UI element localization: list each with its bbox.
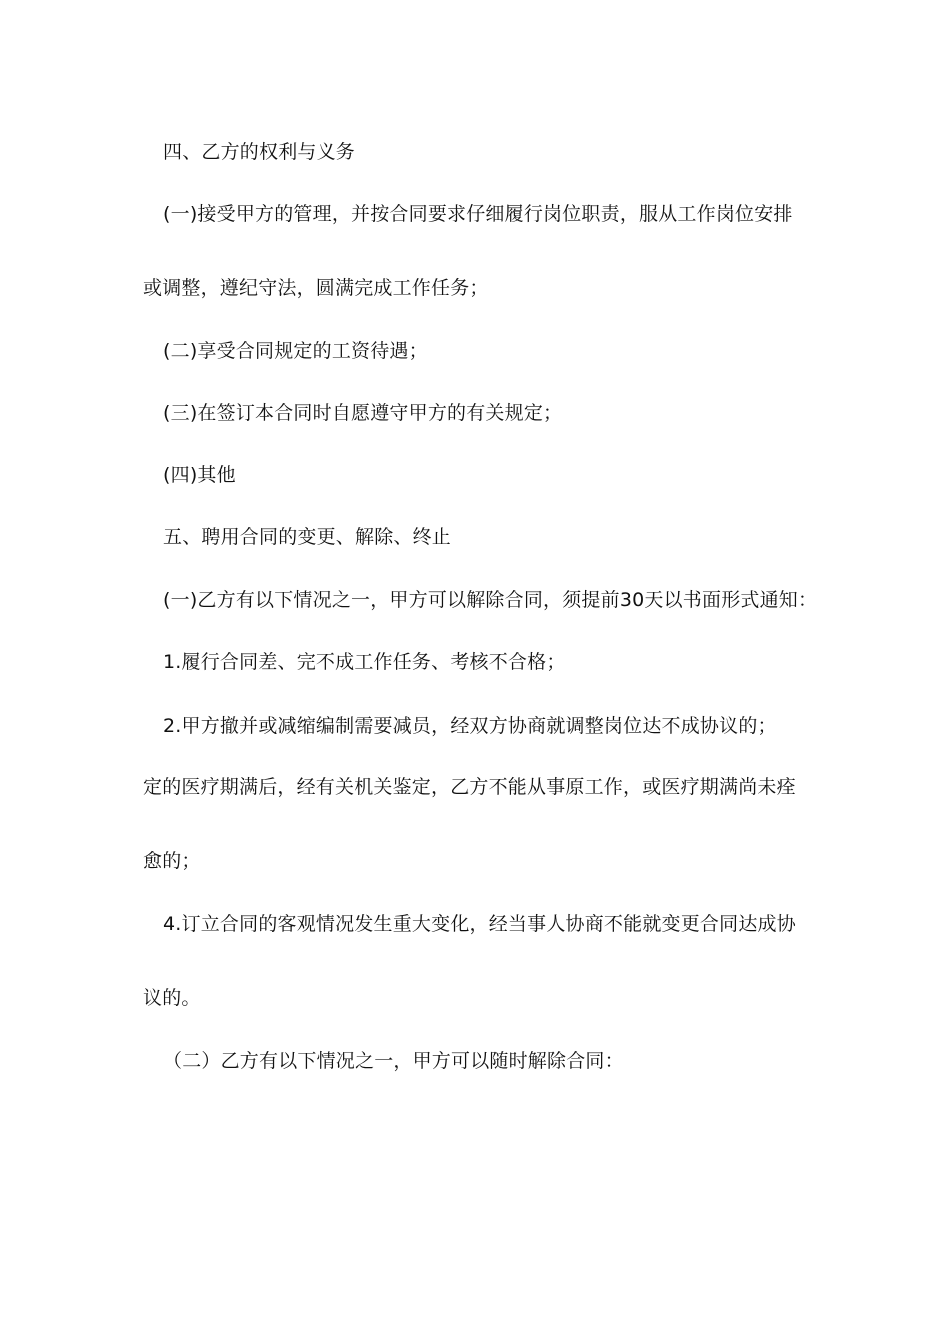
paragraph-line: (一)乙方有以下情况之一，甲方可以解除合同，须提前30天以书面形式通知： — [163, 589, 818, 611]
paragraph-line: （二）乙方有以下情况之一，甲方可以随时解除合同： — [163, 1050, 624, 1072]
paragraph-line: 议的。 — [143, 987, 201, 1009]
paragraph-line: (四)其他 — [163, 464, 236, 486]
section-heading: 四、乙方的权利与义务 — [163, 141, 356, 163]
list-item: 2.甲方撤并或减缩编制需要减员，经双方协商就调整岗位达不成协议的； — [163, 715, 777, 737]
section-heading: 五、聘用合同的变更、解除、终止 — [163, 526, 452, 548]
paragraph-line: 定的医疗期满后，经有关机关鉴定，乙方不能从事原工作，或医疗期满尚未痊 — [143, 776, 796, 798]
paragraph-line: (一)接受甲方的管理，并按合同要求仔细履行岗位职责，服从工作岗位安排 — [163, 203, 793, 225]
paragraph-line: 或调整，遵纪守法，圆满完成工作任务； — [143, 277, 489, 299]
list-item: 1.履行合同差、完不成工作任务、考核不合格； — [163, 651, 566, 673]
paragraph-line: (二)享受合同规定的工资待遇； — [163, 340, 428, 362]
list-item: 4.订立合同的客观情况发生重大变化，经当事人协商不能就变更合同达成协 — [163, 913, 796, 935]
paragraph-line: 愈的； — [143, 850, 201, 872]
paragraph-line: (三)在签订本合同时自愿遵守甲方的有关规定； — [163, 402, 563, 424]
